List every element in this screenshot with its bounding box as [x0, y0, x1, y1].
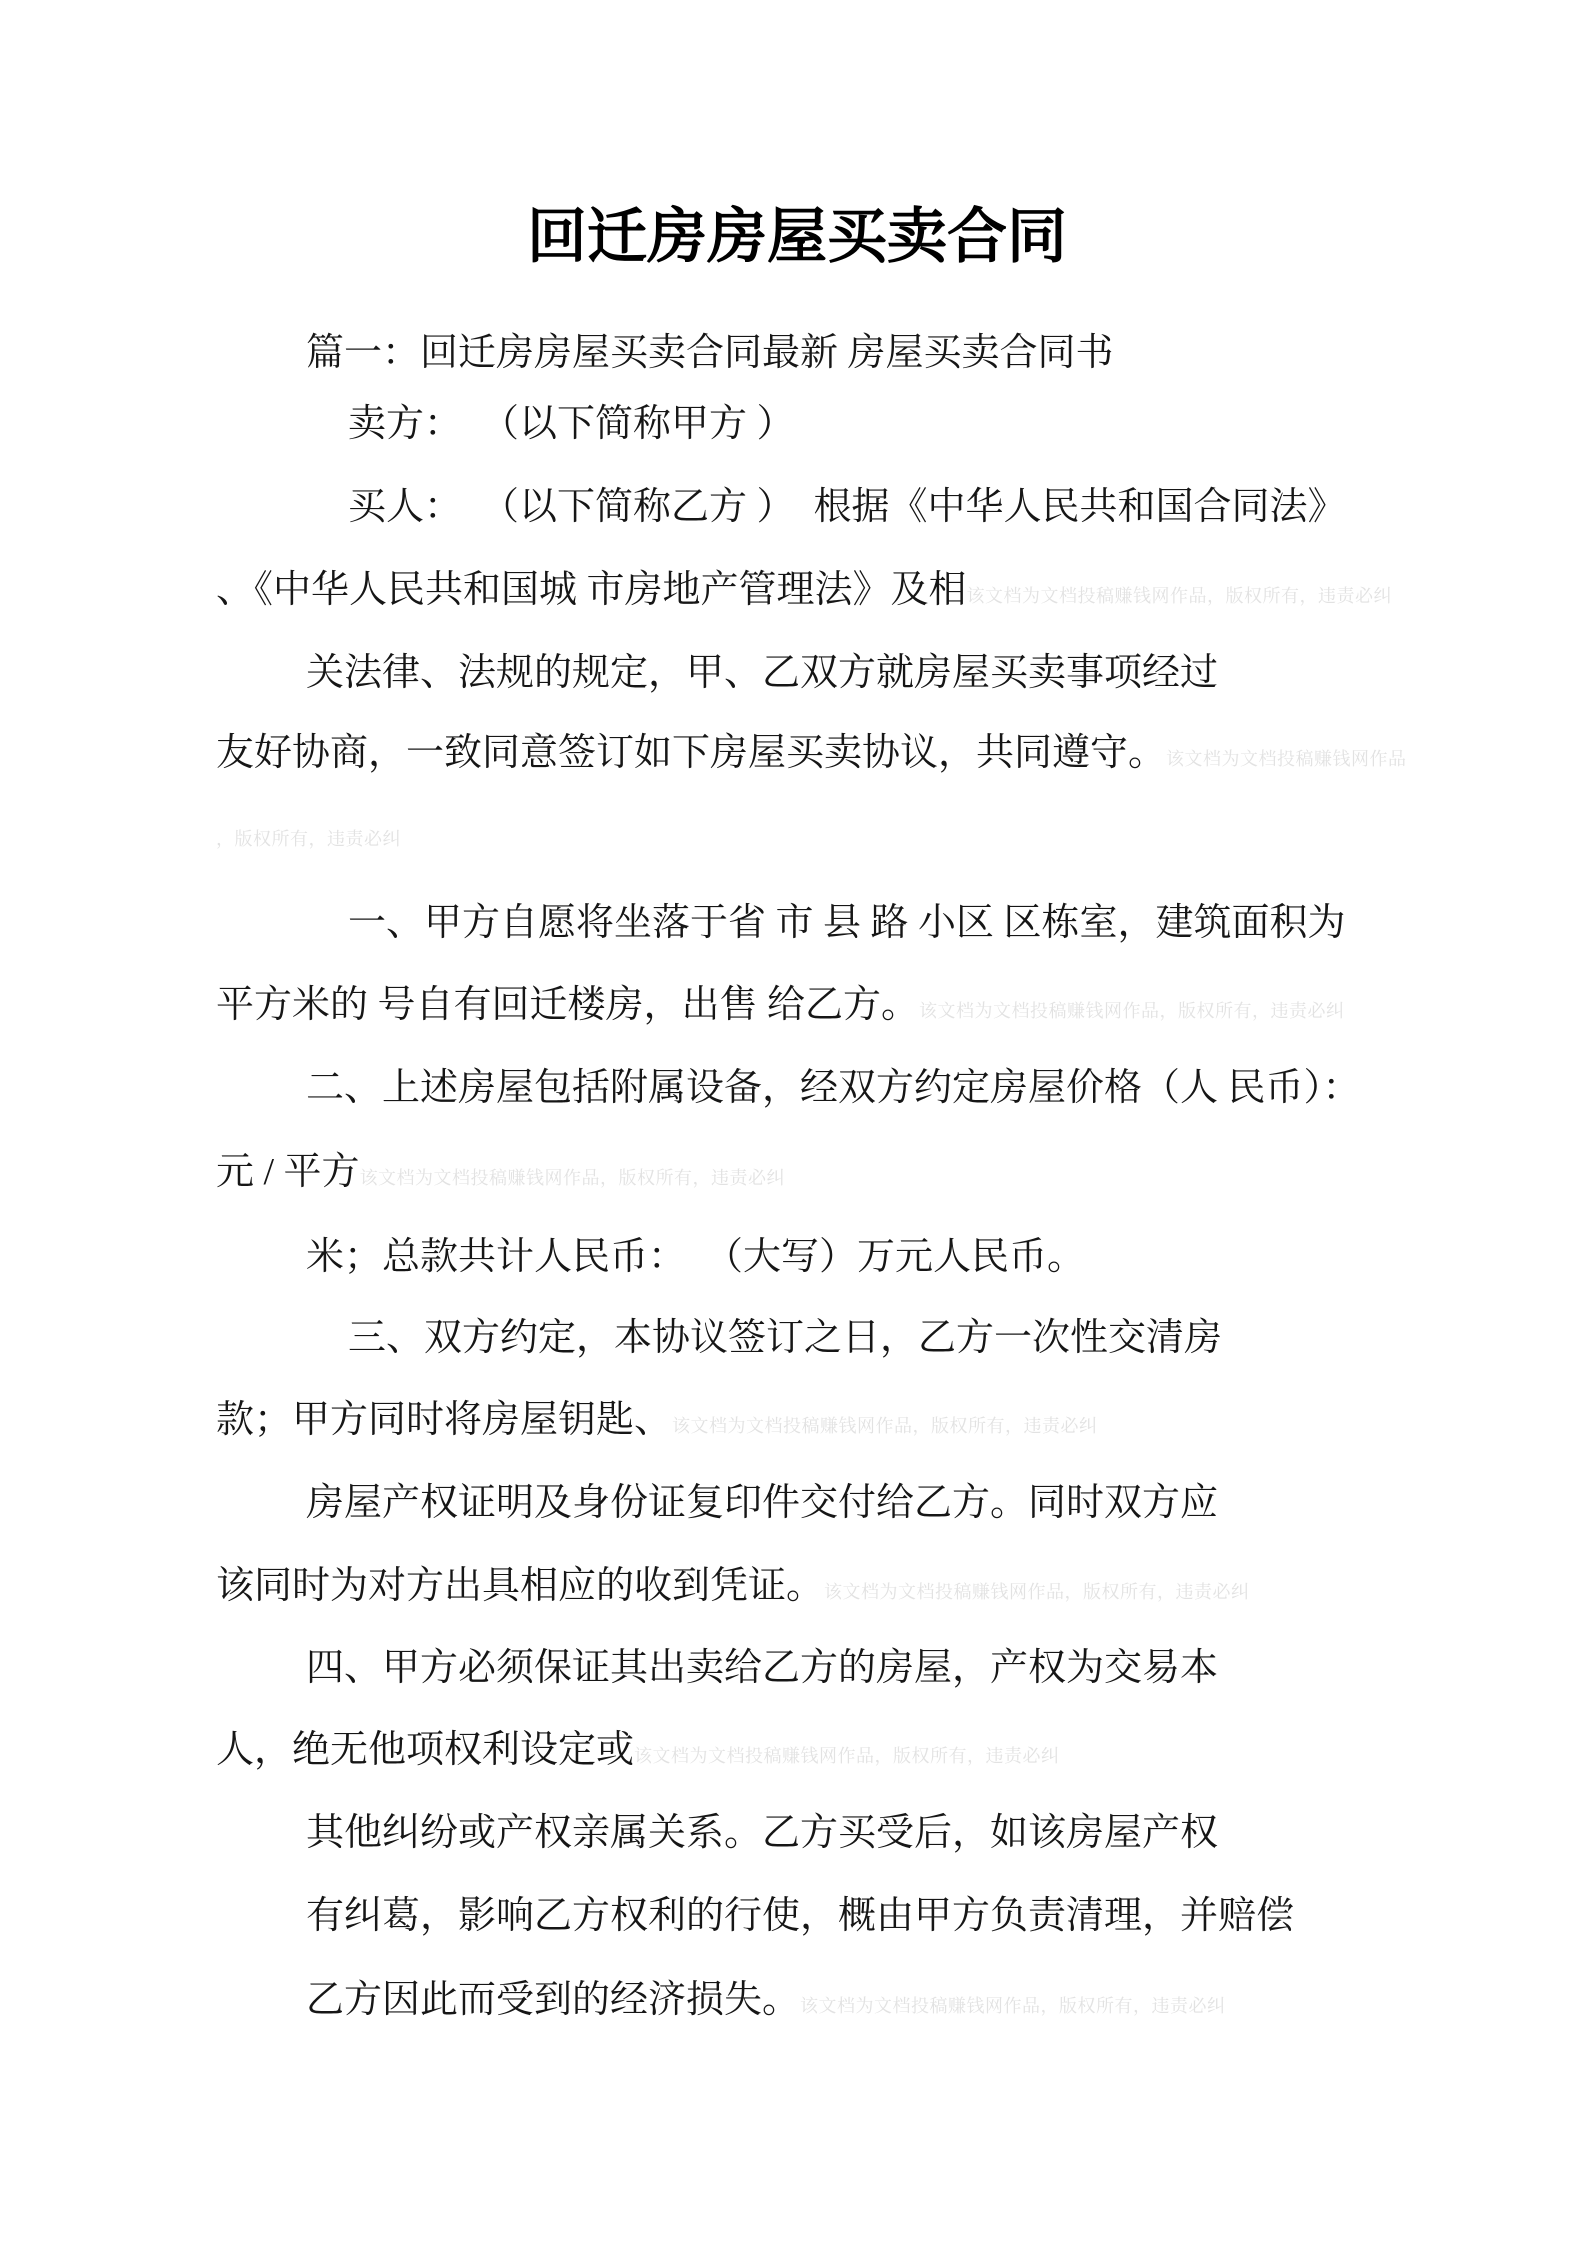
paragraph-text: 有纠葛，影响乙方权利的行使，概由甲方负责清理，并赔偿 [306, 1895, 1295, 1937]
paragraph-line [306, 1068, 1361, 1110]
paragraph-line [216, 1566, 1250, 1608]
paragraph-text: 三、双方约定，本协议签订之日，乙方一次性交清房 [348, 1317, 1223, 1359]
paragraph-line [306, 653, 1218, 695]
paragraph-text: 米；总款共计人民币： （大写）万元人民币。 [306, 1236, 1086, 1278]
watermark-text: 该文档为文档投稿赚钱网作品，版权所有，违责必纠 [824, 1582, 1250, 1602]
paragraph-line [348, 903, 1346, 945]
paragraph-line [216, 985, 1345, 1027]
watermark-text: ，版权所有，违责必纠 [216, 829, 401, 849]
document-title: 回迁房房屋买卖合同 [527, 204, 1067, 270]
watermark-text: 该文档为文档投稿赚钱网作品，版权所有，违责必纠 [919, 1001, 1345, 1021]
paragraph-line [216, 733, 1407, 775]
paragraph-text: 元 / 平方 [216, 1151, 360, 1193]
paragraph-text: 买人： （以下简称乙方 ） 根据《中华人民共和国合同法》 [348, 486, 1346, 528]
paragraph-text: 该同时为对方出具相应的收到凭证。 [216, 1565, 825, 1607]
watermark-text: 该文档为文档投稿赚钱网作品，版权所有，违责必纠 [966, 586, 1393, 606]
watermark-text: 该文档为文档投稿赚钱网作品，版权所有，违责必纠 [672, 1416, 1098, 1436]
paragraph-text: 卖方： （以下简称甲方 ） [348, 403, 795, 445]
paragraph-line [306, 333, 1114, 375]
paragraph-line [306, 1483, 1218, 1525]
paragraph-line [306, 1237, 1085, 1279]
paragraph-line [306, 1813, 1218, 1855]
paragraph-line [306, 1980, 1226, 2022]
paragraph-text: 关法律、法规的规定，甲、乙双方就房屋买卖事项经过 [306, 652, 1219, 694]
paragraph-line [348, 404, 795, 446]
paragraph-text: 、《中华人民共和国城 市房地产管理法》及相 [216, 569, 967, 611]
paragraph-text: 款；甲方同时将房屋钥匙、 [216, 1399, 673, 1441]
paragraph-line [216, 1152, 785, 1194]
paragraph-line [216, 1400, 1098, 1442]
watermark-text: 该文档为文档投稿赚钱网作品，版权所有，违责必纠 [359, 1168, 786, 1188]
paragraph-line [348, 487, 1346, 529]
paragraph-line [306, 1896, 1294, 1938]
paragraph-text: 友好协商，一致同意签订如下房屋买卖协议，共同遵守。 [216, 732, 1167, 774]
paragraph-text: 篇一：回迁房房屋买卖合同最新 房屋买卖合同书 [306, 332, 1114, 374]
paragraph-text: 四、甲方必须保证其出卖给乙方的房屋，产权为交易本 [306, 1647, 1219, 1689]
watermark-text: 该文档为文档投稿赚钱网作品 [1166, 749, 1407, 769]
paragraph-line [216, 570, 1392, 612]
watermark-text: 该文档为文档投稿赚钱网作品，版权所有，违责必纠 [634, 1746, 1060, 1766]
paragraph-text: 一、甲方自愿将坐落于省 市 县 路 小区 区栋室，建筑面积为 [348, 902, 1346, 944]
paragraph-line [306, 1648, 1218, 1690]
paragraph-text: 其他纠纷或产权亲属关系。乙方买受后，如该房屋产权 [306, 1812, 1219, 1854]
paragraph-text: 二、上述房屋包括附属设备，经双方约定房屋价格（人 民币）： [306, 1067, 1361, 1109]
paragraph-line [348, 1318, 1222, 1360]
watermark-text: 该文档为文档投稿赚钱网作品，版权所有，违责必纠 [800, 1996, 1226, 2016]
paragraph-text: 人，绝无他项权利设定或 [216, 1729, 635, 1771]
paragraph-text: 房屋产权证明及身份证复印件交付给乙方。同时双方应 [306, 1482, 1219, 1524]
paragraph-text: 乙方因此而受到的经济损失。 [306, 1979, 801, 2021]
paragraph-text: 平方米的 号自有回迁楼房，出售 给乙方。 [216, 984, 920, 1026]
paragraph-line [216, 1730, 1060, 1772]
